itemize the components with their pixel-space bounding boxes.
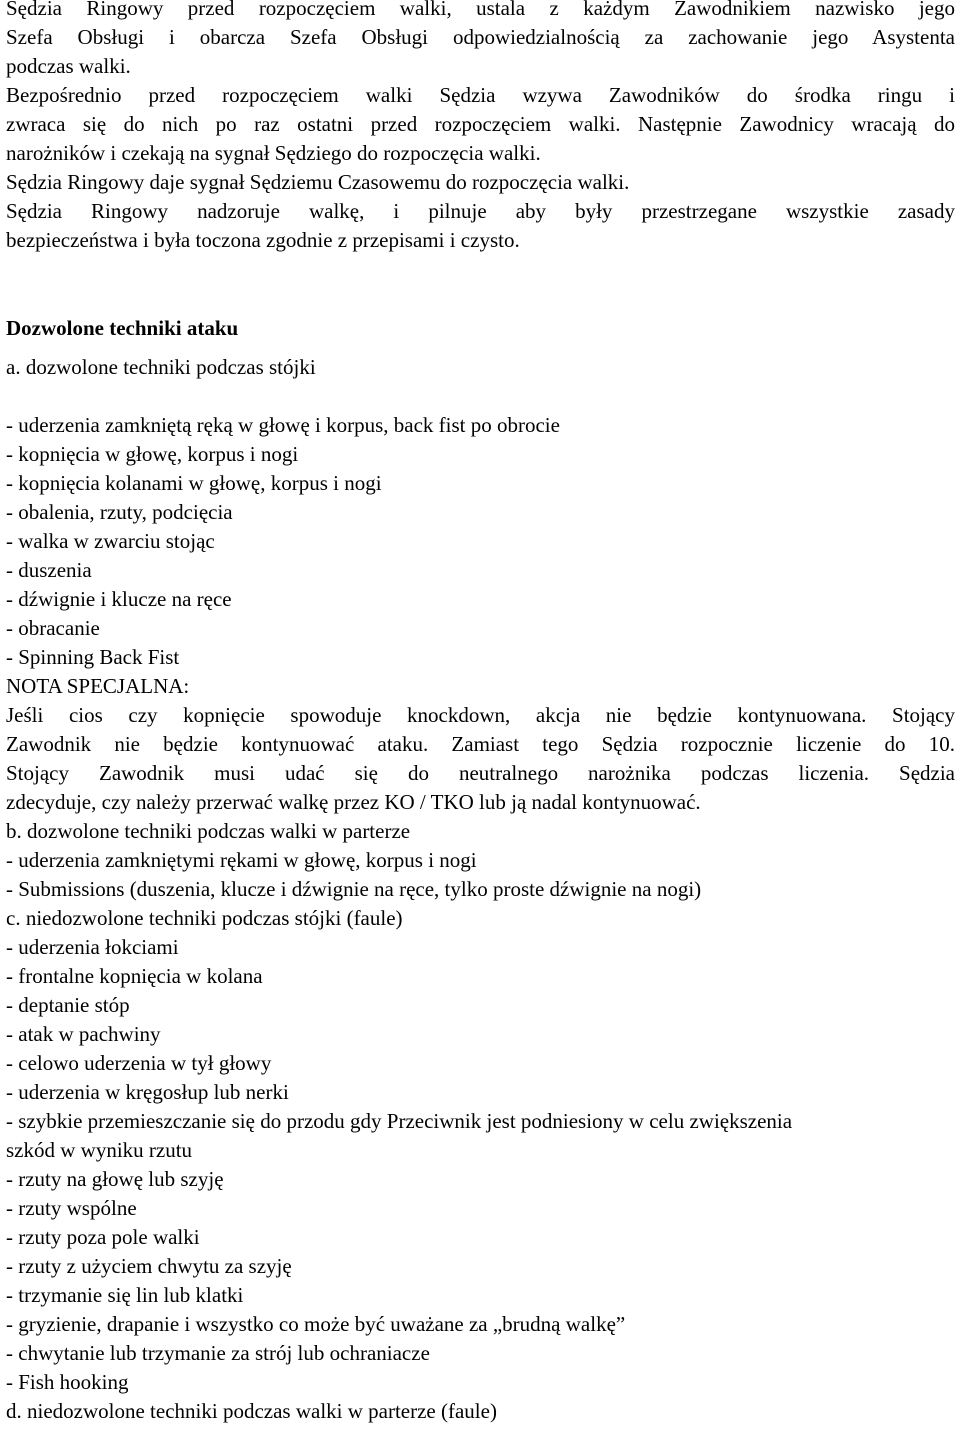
- intro-line: Bezpośrednio przed rozpoczęciem walki Sędzia wzywa Zawodników do środka ringu i: [6, 83, 955, 107]
- list-item: - uderzenia w kręgosłup lub nerki: [6, 1080, 289, 1104]
- list-item: - trzymanie się lin lub klatki: [6, 1283, 244, 1307]
- intro-line: Sędzia Ringowy przed rozpoczęciem walki, ustala z każdym Zawodnikiem nazwisko jego: [6, 0, 955, 20]
- list-item: - rzuty na głowę lub szyję: [6, 1167, 224, 1191]
- list-item: - uderzenia zamkniętą ręką w głowę i korpus, back fist po obrocie: [6, 413, 560, 437]
- list-item: - Spinning Back Fist: [6, 645, 180, 669]
- note-line: zdecyduje, czy należy przerwać walkę przez KO / TKO lub ją nadal kontynuować.: [6, 790, 701, 814]
- list-item: - uderzenia łokciami: [6, 935, 179, 959]
- note-label: NOTA SPECJALNA:: [6, 674, 190, 698]
- list-item: - kopnięcia kolanami w głowę, korpus i nogi: [6, 471, 382, 495]
- list-item: - dźwignie i klucze na ręce: [6, 587, 232, 611]
- intro-line: Szefa Obsługi i obarcza Szefa Obsługi odpowiedzialnością za zachowanie jego Asystenta: [6, 25, 955, 49]
- list-item: - rzuty poza pole walki: [6, 1225, 200, 1249]
- list-item: - Submissions (duszenia, klucze i dźwignie na ręce, tylko proste dźwignie na nogi): [6, 877, 702, 901]
- note-line: Zawodnik nie będzie kontynuować ataku. Zamiast tego Sędzia rozpocznie liczenie do 10.: [6, 732, 955, 756]
- intro-line: bezpieczeństwa i była toczona zgodnie z przepisami i czysto.: [6, 228, 520, 252]
- list-item: - rzuty wspólne: [6, 1196, 137, 1220]
- intro-line: podczas walki.: [6, 54, 131, 78]
- list-item: - Fish hooking: [6, 1370, 129, 1394]
- intro-line: Sędzia Ringowy daje sygnał Sędziemu Czasowemu do rozpoczęcia walki.: [6, 170, 630, 194]
- list-item: - szybkie przemieszczanie się do przodu gdy Przeciwnik jest podniesiony w celu zwiększenia: [6, 1109, 793, 1133]
- section-c-title: c. niedozwolone techniki podczas stójki (faule): [6, 906, 403, 930]
- list-item: - chwytanie lub trzymanie za strój lub ochraniacze: [6, 1341, 430, 1365]
- list-item: - gryzienie, drapanie i wszystko co może być uważane za „brudną walkę”: [6, 1312, 626, 1336]
- section-a-title: a. dozwolone techniki podczas stójki: [6, 355, 316, 379]
- note-line: Stojący Zawodnik musi udać się do neutralnego narożnika podczas liczenia. Sędzia: [6, 761, 955, 785]
- list-item: - celowo uderzenia w tył głowy: [6, 1051, 272, 1075]
- section-a-list: [6, 411, 955, 701]
- special-note: [6, 701, 955, 817]
- list-item: - obracanie: [6, 616, 100, 640]
- blank-line: [6, 382, 955, 411]
- list-item: - uderzenia zamkniętymi rękami w głowę, korpus i nogi: [6, 848, 477, 872]
- intro-line: Sędzia Ringowy nadzoruje walkę, i pilnuje aby były przestrzegane wszystkie zasady: [6, 199, 955, 223]
- intro-line: narożników i czekają na sygnał Sędziego do rozpoczęcia walki.: [6, 141, 541, 165]
- blank-line: [6, 343, 955, 353]
- section-b-list: [6, 846, 955, 904]
- list-item: - rzuty z użyciem chwytu za szyję: [6, 1254, 292, 1278]
- intro-line: zwraca się do nich po raz ostatni przed rozpoczęciem walki. Następnie Zawodnicy wracają do: [6, 112, 955, 136]
- list-item: - duszenia: [6, 558, 92, 582]
- blank-line: [6, 284, 955, 313]
- section-d-title: d. niedozwolone techniki podczas walki w parterze (faule): [6, 1399, 497, 1423]
- list-item: - frontalne kopnięcia w kolana: [6, 964, 263, 988]
- section-heading: Dozwolone techniki ataku: [6, 316, 239, 340]
- note-line: Jeśli cios czy kopnięcie spowoduje knockdown, akcja nie będzie kontynuowana. Stojący: [6, 703, 955, 727]
- list-item: - walka w zwarciu stojąc: [6, 529, 215, 553]
- document-page: [6, 0, 955, 1426]
- section-c-list: [6, 933, 955, 1397]
- section-b-title: b. dozwolone techniki podczas walki w parterze: [6, 819, 411, 843]
- blank-line: [6, 255, 955, 284]
- list-item: - atak w pachwiny: [6, 1022, 161, 1046]
- list-item: - kopnięcia w głowę, korpus i nogi: [6, 442, 299, 466]
- intro-paragraphs: [6, 0, 955, 255]
- list-item-continuation: szkód w wyniku rzutu: [6, 1138, 193, 1162]
- list-item: - obalenia, rzuty, podcięcia: [6, 500, 233, 524]
- list-item: - deptanie stóp: [6, 993, 130, 1017]
